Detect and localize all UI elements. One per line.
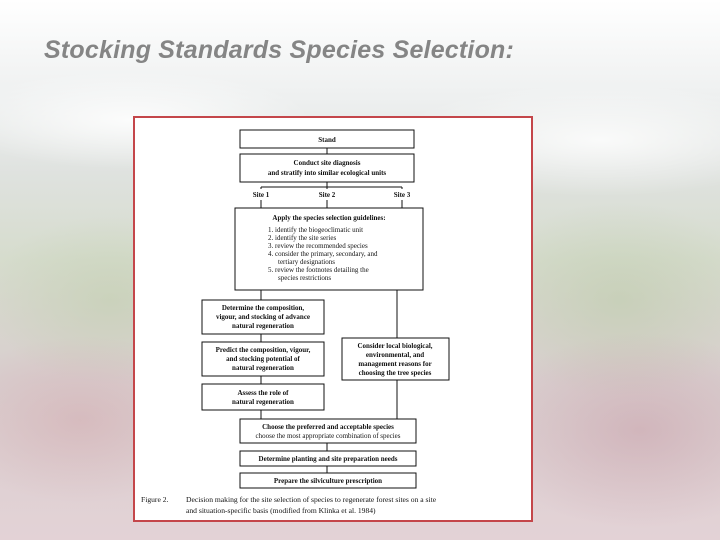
composition-line-2: vigour, and stocking of advance	[215, 313, 311, 321]
diagnosis-line-2: and stratify into similar ecological units	[267, 169, 387, 177]
guideline-item: 2. identify the site series	[268, 234, 337, 242]
guidelines-title: Apply the species selection guidelines:	[272, 214, 386, 222]
predict-line-3: natural regeneration	[232, 364, 294, 372]
composition-line-3: natural regeneration	[232, 322, 294, 330]
flowchart-figure	[133, 116, 533, 522]
predict-line-1: Predict the composition, vigour,	[215, 346, 311, 354]
guideline-item: 3. review the recommended species	[268, 242, 368, 250]
guideline-item: 1. identify the biogeoclimatic unit	[268, 226, 364, 234]
assess-role-box	[202, 384, 324, 410]
guideline-item: 4. consider the primary, secondary, and	[268, 250, 378, 258]
stand-label: Stand	[318, 136, 336, 144]
prescription-label: Prepare the silviculture prescription	[273, 477, 383, 485]
figure-caption-line-1: Decision making for the site selection of species to regenerate forest sites on a site	[186, 495, 437, 504]
figure-caption-label: Figure 2.	[141, 495, 169, 504]
diagnosis-line-1: Conduct site diagnosis	[293, 159, 361, 167]
site-1-label: Site 1	[252, 191, 270, 199]
consider-line-4: choosing the tree species	[358, 369, 432, 377]
figure-caption-line-2: and situation-specific basis (modified from Klinka et al. 1984)	[186, 506, 376, 515]
guideline-item: tertiary designations	[278, 258, 335, 266]
assess-line-1: Assess the role of	[237, 389, 289, 397]
site-2-label: Site 2	[318, 191, 336, 199]
site-3-label: Site 3	[393, 191, 411, 199]
consider-line-2: environmental, and	[365, 351, 425, 359]
guideline-item: 5. review the footnotes detailing the	[268, 266, 369, 274]
choose-line-2: choose the most appropriate combination of species	[255, 432, 401, 440]
composition-line-1: Determine the composition,	[221, 304, 305, 312]
consider-line-1: Consider local biological,	[357, 342, 433, 350]
slide-title: Stocking Standards Species Selection:	[44, 36, 515, 64]
flowchart-svg	[135, 118, 531, 520]
guideline-item: species restrictions	[278, 274, 332, 282]
consider-line-3: management reasons for	[358, 360, 432, 368]
planting-label: Determine planting and site preparation needs	[258, 455, 398, 463]
assess-line-2: natural regeneration	[232, 398, 294, 406]
choose-line-1: Choose the preferred and acceptable species	[262, 423, 394, 431]
predict-line-2: and stocking potential of	[226, 355, 300, 363]
